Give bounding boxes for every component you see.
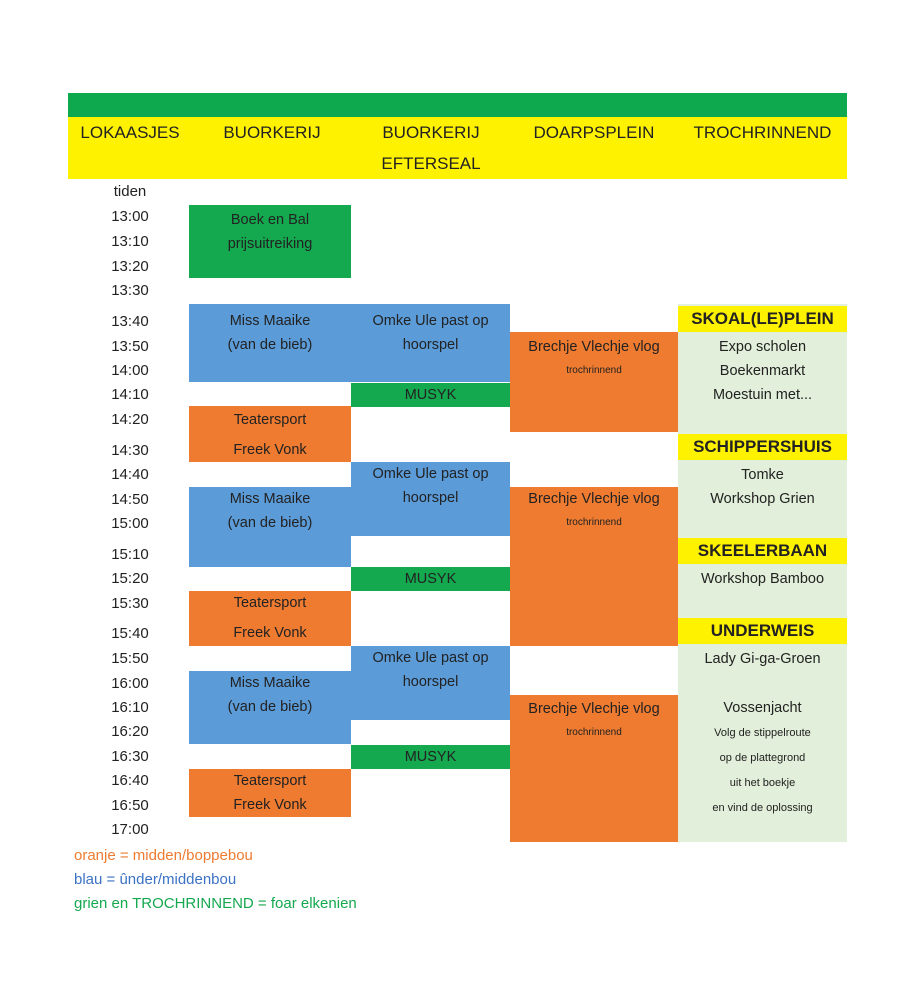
time-label: 14:00 — [111, 362, 149, 379]
time-label: 13:40 — [111, 313, 149, 330]
event-title: Miss Maaike — [229, 675, 311, 691]
event-title: Miss Maaike — [229, 313, 311, 329]
time-label: 16:50 — [111, 797, 149, 814]
event-brechje-vlechje — [510, 332, 678, 432]
header-green-bar — [68, 93, 847, 117]
time-label: 13:30 — [111, 282, 149, 299]
section-skeelerbaan: SKEELERBAAN — [678, 538, 847, 564]
section-skoalplein: SKOAL(LE)PLEIN — [678, 306, 847, 332]
event-title: MUSYK — [404, 387, 457, 403]
activity-lady-gi-ga-groen: Lady Gi-ga-Groen — [704, 651, 821, 667]
event-title: Teatersport — [233, 412, 307, 428]
activity-workshop-bamboo: Workshop Bamboo — [700, 571, 825, 587]
time-label: 14:10 — [111, 386, 149, 403]
time-label: 13:50 — [111, 338, 149, 355]
activity-expo: Expo scholen — [718, 339, 807, 355]
time-label: 13:00 — [111, 208, 149, 225]
time-label: 16:20 — [111, 723, 149, 740]
event-subtitle: Freek Vonk — [233, 442, 307, 458]
event-brechje-vlechje — [510, 695, 678, 842]
time-label: 14:50 — [111, 491, 149, 508]
event-omke-ule — [351, 462, 510, 536]
header-efterseal-line2: EFTERSEAL — [381, 154, 481, 173]
activity-note: op de plattegrond — [719, 752, 806, 764]
time-label: 15:20 — [111, 570, 149, 587]
legend-orange: oranje = midden/boppebou — [74, 847, 253, 864]
time-label: 17:00 — [111, 821, 149, 838]
event-brechje-vlechje — [510, 487, 678, 646]
event-teatersport — [189, 769, 351, 817]
time-label: 15:50 — [111, 650, 149, 667]
event-title: Brechje Vlechje vlog — [528, 339, 660, 355]
event-subtitle: trochrinnend — [566, 365, 622, 376]
event-omke-ule — [351, 304, 510, 382]
event-subtitle: prijsuitreiking — [227, 236, 313, 252]
event-subtitle: (van de bieb) — [227, 515, 313, 531]
event-boek-en-bal — [189, 205, 351, 278]
section-schippershuis: SCHIPPERSHUIS — [678, 434, 847, 460]
legend-blue: blau = ûnder/middenbou — [74, 871, 237, 888]
event-omke-ule — [351, 646, 510, 720]
time-label: 14:30 — [111, 442, 149, 459]
time-label: 15:40 — [111, 625, 149, 642]
event-title: Teatersport — [233, 773, 307, 789]
event-subtitle: trochrinnend — [566, 517, 622, 528]
time-label: 16:00 — [111, 675, 149, 692]
activity-note: en vind de oplossing — [712, 802, 813, 814]
time-label: 14:40 — [111, 466, 149, 483]
activity-note: uit het boekje — [729, 777, 796, 789]
event-subtitle: trochrinnend — [566, 727, 622, 738]
activity-boekenmarkt: Boekenmarkt — [719, 363, 806, 379]
event-teatersport — [189, 406, 351, 462]
event-title: Boek en Bal — [230, 212, 310, 228]
event-miss-maaike — [189, 304, 351, 382]
event-musyk — [351, 383, 510, 407]
activity-moestuin: Moestuin met... — [712, 387, 813, 403]
event-musyk — [351, 567, 510, 591]
activity-workshop-grien: Workshop Grien — [710, 491, 815, 507]
event-subtitle: hoorspel — [402, 490, 459, 506]
time-label: 15:30 — [111, 595, 149, 612]
event-subtitle: hoorspel — [402, 337, 459, 353]
event-title: Omke Ule past op — [372, 313, 489, 329]
event-teatersport — [189, 591, 351, 646]
event-title: MUSYK — [404, 571, 457, 587]
times-label: tiden — [113, 183, 147, 200]
time-label: 13:20 — [111, 258, 149, 275]
time-label: 16:10 — [111, 699, 149, 716]
event-miss-maaike — [189, 671, 351, 744]
time-label: 14:20 — [111, 411, 149, 428]
event-title: Omke Ule past op — [372, 650, 489, 666]
event-title: Miss Maaike — [229, 491, 311, 507]
event-subtitle: Freek Vonk — [233, 625, 307, 641]
header-trochrinnend: TROCHRINNEND — [693, 123, 832, 142]
time-label: 15:10 — [111, 546, 149, 563]
activity-note: Volg de stippelroute — [714, 727, 811, 739]
section-underweis: UNDERWEIS — [678, 618, 847, 644]
header-locations: LOKAASJES — [80, 123, 180, 142]
time-label: 16:40 — [111, 772, 149, 789]
time-label: 16:30 — [111, 748, 149, 765]
event-subtitle: (van de bieb) — [227, 337, 313, 353]
activity-tomke: Tomke — [741, 467, 784, 483]
event-musyk — [351, 745, 510, 769]
event-title: Brechje Vlechje vlog — [528, 701, 660, 717]
legend-green: grien en TROCHRINNEND = foar elkenien — [74, 895, 357, 912]
header-efterseal-line1: BUORKERIJ — [382, 123, 480, 142]
event-title: MUSYK — [404, 749, 457, 765]
event-subtitle: hoorspel — [402, 674, 459, 690]
event-title: Brechje Vlechje vlog — [528, 491, 660, 507]
header-doarpsplein: DOARPSPLEIN — [533, 123, 655, 142]
event-subtitle: (van de bieb) — [227, 699, 313, 715]
event-subtitle: Freek Vonk — [233, 797, 307, 813]
event-miss-maaike — [189, 487, 351, 567]
event-title: Teatersport — [233, 595, 307, 611]
header-buorkerij: BUORKERIJ — [223, 123, 321, 142]
activity-vossenjacht: Vossenjacht — [723, 700, 802, 716]
event-title: Omke Ule past op — [372, 466, 489, 482]
time-label: 13:10 — [111, 233, 149, 250]
time-label: 15:00 — [111, 515, 149, 532]
